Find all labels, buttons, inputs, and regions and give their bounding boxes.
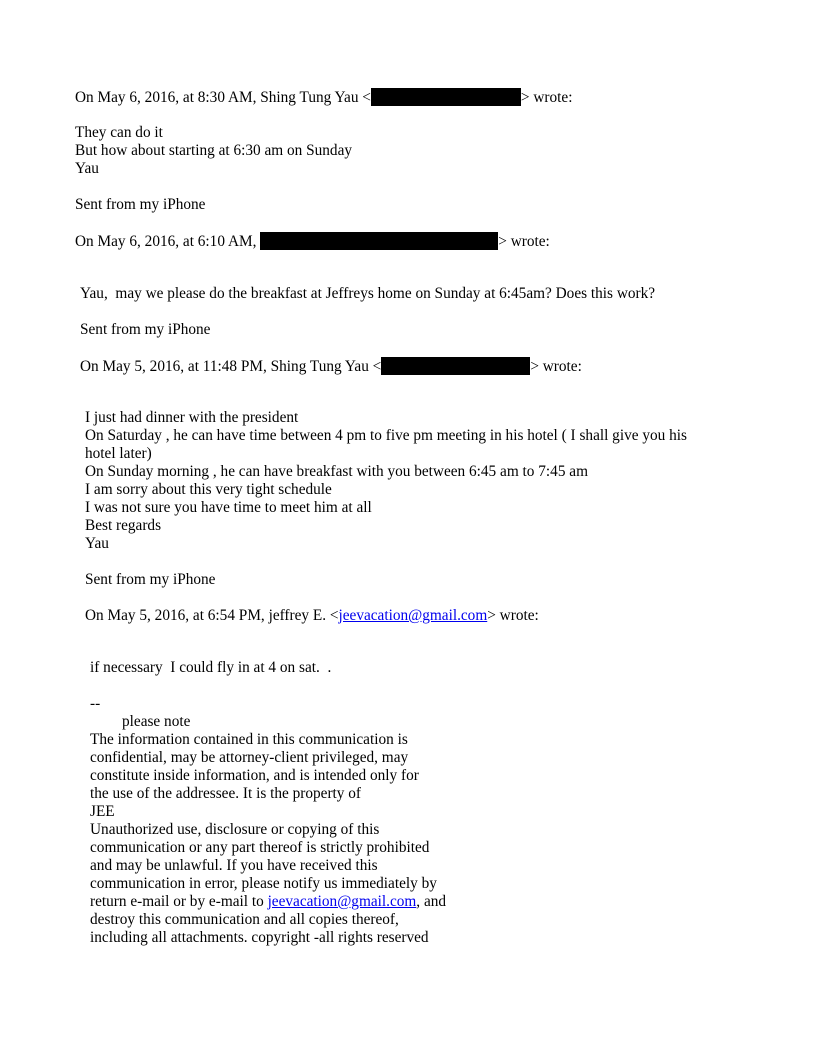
body-line: Best regards <box>85 517 162 534</box>
redaction-block <box>381 357 530 375</box>
body-line: On Saturday , he can have time between 4 pm to five pm meeting in his hotel ( I shall give you his <box>85 427 687 444</box>
separator: -- <box>90 695 101 712</box>
disclaimer-line: destroy this communication and all copies thereof, <box>90 911 399 928</box>
disclaimer-line: The information contained in this communication is <box>90 731 408 748</box>
signature: Sent from my iPhone <box>85 571 216 588</box>
disclaimer-line: JEE <box>90 803 115 820</box>
signature: Sent from my iPhone <box>75 196 206 213</box>
disclaimer-line: communication or any part thereof is strictly prohibited <box>90 839 430 856</box>
disclaimer-line: confidential, may be attorney-client privileged, may <box>90 749 409 766</box>
email-link[interactable]: jeevacation@gmail.com <box>338 607 488 624</box>
disclaimer-line: including all attachments. copyright -all rights reserved <box>90 929 429 946</box>
disclaimer-line: constitute inside information, and is intended only for <box>90 767 419 784</box>
body-line: They can do it <box>75 124 163 141</box>
redaction-block <box>260 232 498 250</box>
body-line: Yau <box>85 535 109 552</box>
body-line: But how about starting at 6:30 am on Sunday <box>75 142 353 159</box>
body-line: I was not sure you have time to meet him at all <box>85 499 372 516</box>
redaction-block <box>371 88 521 106</box>
disclaimer-line: the use of the addressee. It is the property of <box>90 785 362 802</box>
disclaimer-line: and may be unlawful. If you have received this <box>90 857 378 874</box>
disclaimer-line: Unauthorized use, disclosure or copying of this <box>90 821 380 838</box>
message-header: On May 5, 2016, at 11:48 PM, Shing Tung Yau < > wrote: <box>80 358 582 375</box>
signature: Sent from my iPhone <box>80 321 211 338</box>
body-line: hotel later) <box>85 445 152 462</box>
body-line: I just had dinner with the president <box>85 409 299 426</box>
disclaimer-line: return e-mail or by e-mail to jeevacation@gmail.com, and <box>90 893 447 910</box>
message-header: On May 6, 2016, at 6:10 AM, > wrote: <box>75 233 550 250</box>
body-line: Yau <box>75 160 99 177</box>
message-header: On May 5, 2016, at 6:54 PM, jeffrey E. <jeevacation@gmail.com> wrote: <box>85 607 539 624</box>
body-line: if necessary I could fly in at 4 on sat. . <box>90 659 332 676</box>
body-line: On Sunday morning , he can have breakfast with you between 6:45 am to 7:45 am <box>85 463 588 480</box>
email-link[interactable]: jeevacation@gmail.com <box>267 893 417 910</box>
message-header: On May 6, 2016, at 8:30 AM, Shing Tung Yau < > wrote: <box>75 89 573 106</box>
body-line: I am sorry about this very tight schedule <box>85 481 332 498</box>
disclaimer-line: communication in error, please notify us immediately by <box>90 875 437 892</box>
body-line: Yau, may we please do the breakfast at Jeffreys home on Sunday at 6:45am? Does this work? <box>80 285 656 302</box>
disclaimer-title: please note <box>122 713 191 730</box>
